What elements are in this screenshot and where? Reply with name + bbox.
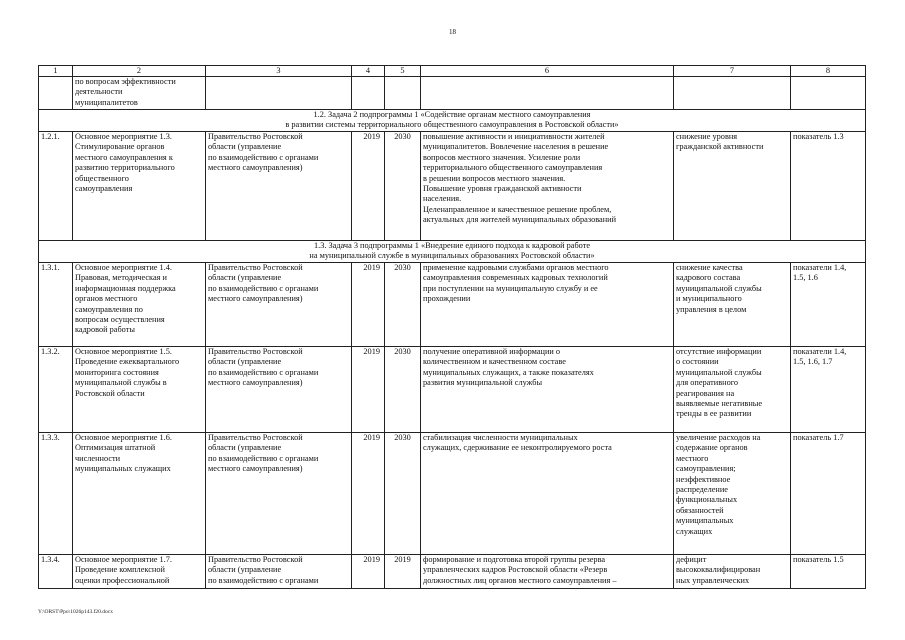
section-heading-row xyxy=(39,110,866,132)
table-row xyxy=(39,555,866,589)
table-row xyxy=(39,132,866,241)
expected-result: стабилизация численности муниципальных служащих, сдерживание ее неконтролируемого роста xyxy=(421,433,674,555)
end-year: 2030 xyxy=(385,263,421,347)
consequences: увеличение расходов на содержание органов местного самоуправления; неэффективное распределение функциональных обязанностей муниципальных служащих xyxy=(674,433,791,555)
row-number: 1.3.3. xyxy=(39,433,73,555)
expected-result: применение кадровыми службами органов местного самоуправления современных кадровых технологий при поступлении на муниципальную службу и ее прохождении xyxy=(421,263,674,347)
start-year: 2019 xyxy=(352,132,385,241)
executor: Правительство Ростовской области (управление по взаимодействию с органами местного самоуправления) xyxy=(206,347,352,433)
expected-result: повышение активности и инициативности жителей муниципалитетов. Вовлечение населения в решение вопросов местного значения. Усиление роли территориального общественного самоуправления в решении вопросов местного значения. Повышение уровня гражданской активности населения. Целенаправленное и качественное решение проблем, актуальных для жителей муниципальных образований xyxy=(421,132,674,241)
indicators: показатель 1.5 xyxy=(791,555,866,589)
table-row xyxy=(39,433,866,555)
end-year: 2030 xyxy=(385,433,421,555)
start-year: 2019 xyxy=(352,263,385,347)
measure-name: Основное мероприятие 1.5. Проведение ежеквартального мониторинга состояния муниципальной службы в Ростовской области xyxy=(73,347,206,433)
end-year: 2019 xyxy=(385,555,421,589)
executor: Правительство Ростовской области (управление по взаимодействию с органами xyxy=(206,555,352,589)
column-header: 6 xyxy=(421,66,674,77)
start-year: 2019 xyxy=(352,555,385,589)
measure-name: Основное мероприятие 1.6. Оптимизация штатной численности муниципальных служащих xyxy=(73,433,206,555)
column-header: 5 xyxy=(385,66,421,77)
measure-name: Основное мероприятие 1.7. Проведение комплексной оценки профессиональной xyxy=(73,555,206,589)
executor: Правительство Ростовской области (управление по взаимодействию с органами местного самоуправления) xyxy=(206,132,352,241)
consequences-cell xyxy=(674,77,791,110)
row-number-cell xyxy=(39,77,73,110)
section-title: 1.3. Задача 3 подпрограммы 1 «Внедрение единого подхода к кадровой работе на муниципальной службе в муниципальных образованиях Ростовской области» xyxy=(39,241,866,263)
page-number: 18 xyxy=(449,28,456,36)
program-measures-table xyxy=(38,65,866,589)
column-header: 2 xyxy=(73,66,206,77)
end-year: 2030 xyxy=(385,347,421,433)
expected-result: получение оперативной информации о количественном и качественном составе муниципальных служащих, а также показателях развития муниципальной службы xyxy=(421,347,674,433)
column-header: 8 xyxy=(791,66,866,77)
executor: Правительство Ростовской области (управление по взаимодействию с органами местного самоуправления) xyxy=(206,263,352,347)
consequences: отсутствие информации о состоянии муниципальной службы для оперативного реагирования на выявляемые негативные тренды в ее развитии xyxy=(674,347,791,433)
start-year-cell xyxy=(352,77,385,110)
column-header: 1 xyxy=(39,66,73,77)
executor-cell xyxy=(206,77,352,110)
consequences: снижение качества кадрового состава муниципальной службы и муниципального управления в целом xyxy=(674,263,791,347)
column-number-row xyxy=(39,66,866,77)
expected-result: формирование и подготовка второй группы резерва управленческих кадров Ростовской области «Резерв должностных лиц органов местного самоуправления – xyxy=(421,555,674,589)
measure-name: Основное мероприятие 1.4. Правовая, методическая и информационная поддержка органов местного самоуправления по вопросам осуществления кадровой работы xyxy=(73,263,206,347)
row-number: 1.3.1. xyxy=(39,263,73,347)
continued-row xyxy=(39,77,866,110)
start-year: 2019 xyxy=(352,433,385,555)
consequences: снижение уровня гражданской активности xyxy=(674,132,791,241)
indicators-cell xyxy=(791,77,866,110)
file-path-footer: Y:\ORST\Ppo\1026p143.f20.docx xyxy=(38,609,113,615)
start-year: 2019 xyxy=(352,347,385,433)
table-row xyxy=(39,347,866,433)
column-header: 7 xyxy=(674,66,791,77)
indicators: показатели 1.4, 1.5, 1.6, 1.7 xyxy=(791,347,866,433)
indicators: показатель 1.7 xyxy=(791,433,866,555)
end-year-cell xyxy=(385,77,421,110)
executor: Правительство Ростовской области (управление по взаимодействию с органами местного самоуправления) xyxy=(206,433,352,555)
section-title: 1.2. Задача 2 подпрограммы 1 «Содействие органам местного самоуправления в развитии системы территориального общественного самоуправления в Ростовской области» xyxy=(39,110,866,132)
table-row xyxy=(39,263,866,347)
consequences: дефицит высококвалифицирован ных управленческих xyxy=(674,555,791,589)
measure-name-cell: по вопросам эффективности деятельности муниципалитетов xyxy=(73,77,206,110)
measure-name: Основное мероприятие 1.3. Стимулирование органов местного самоуправления к развитию территориального общественного самоуправления xyxy=(73,132,206,241)
row-number: 1.2.1. xyxy=(39,132,73,241)
indicators: показатель 1.3 xyxy=(791,132,866,241)
row-number: 1.3.4. xyxy=(39,555,73,589)
section-heading-row xyxy=(39,241,866,263)
column-header: 4 xyxy=(352,66,385,77)
row-number: 1.3.2. xyxy=(39,347,73,433)
expected-result-cell xyxy=(421,77,674,110)
indicators: показатели 1.4, 1.5, 1.6 xyxy=(791,263,866,347)
column-header: 3 xyxy=(206,66,352,77)
end-year: 2030 xyxy=(385,132,421,241)
